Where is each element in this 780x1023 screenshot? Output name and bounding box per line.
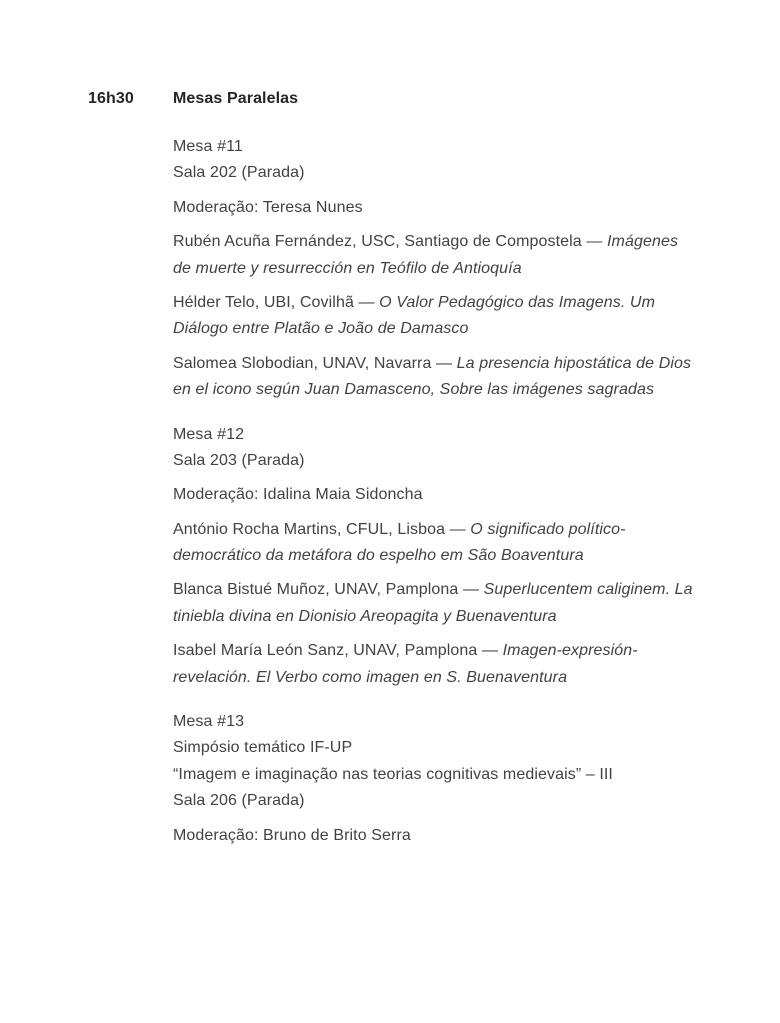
paper-entry <box>173 577 695 630</box>
paper-entry <box>173 517 695 570</box>
paper-title: O significado político-democrático da metáfora do espelho em São Boaventura <box>173 520 626 565</box>
moderation-line: Moderação: Bruno de Brito Serra <box>173 826 411 844</box>
paper-title: Imagen-expresión-revelación. El Verbo como imagen en S. Buenaventura <box>173 642 638 686</box>
time-label: 16h30 <box>88 90 134 107</box>
paper-entry <box>173 229 695 282</box>
paper-title: Imágenes de muerte y resurrección en Teófilo de Antioquía <box>173 233 679 277</box>
paper-entry <box>173 351 695 404</box>
sessions-column <box>173 134 695 849</box>
paper-author: Hélder Telo, UBI, Covilhã <box>173 293 354 311</box>
session-head <box>173 709 695 815</box>
paper-author: Salomea Slobodian, UNAV, Navarra <box>173 354 432 372</box>
dash-separator: — <box>358 293 375 311</box>
time-slot-header <box>88 90 710 108</box>
paper-entry <box>173 290 695 343</box>
slot-title: Mesas Paralelas <box>173 90 299 107</box>
session-room: Sala 203 (Parada) <box>173 451 305 469</box>
session-name: Mesa #13 <box>173 713 245 731</box>
moderation-line: Moderação: Idalina Maia Sidoncha <box>173 486 423 504</box>
dash-separator: — <box>449 520 466 538</box>
session-mesa-11 <box>173 134 695 404</box>
paper-title: O Valor Pedagógico das Imagens. Um Diálogo entre Platão e João de Damasco <box>173 293 655 338</box>
session-symposium-title: “Imagem e imaginação nas teorias cognitivas medievais” – III <box>173 765 613 783</box>
dash-separator: — <box>586 233 603 251</box>
session-room: Sala 202 (Parada) <box>173 164 305 182</box>
dash-separator: — <box>481 642 499 660</box>
dash-separator: — <box>436 354 453 372</box>
paper-author: António Rocha Martins, CFUL, Lisboa <box>173 520 446 538</box>
paper-author: Rubén Acuña Fernández, USC, Santiago de Compostela <box>173 233 582 251</box>
paper-entry <box>173 638 695 691</box>
paper-title: La presencia hipostática de Dios en el icono según Juan Damasceno, Sobre las imágenes sagradas <box>173 354 692 399</box>
session-name: Mesa #12 <box>173 425 245 443</box>
paper-title: Superlucentem caliginem. La tiniebla divina en Dionisio Areopagita y Buenaventura <box>173 581 693 625</box>
moderation-line: Moderação: Teresa Nunes <box>173 198 363 216</box>
session-mesa-13 <box>173 709 695 849</box>
paper-author: Blanca Bistué Muñoz, UNAV, Pamplona <box>173 581 459 599</box>
session-head <box>173 134 695 187</box>
session-name: Mesa #11 <box>173 138 243 155</box>
session-mesa-12 <box>173 422 695 692</box>
paper-author: Isabel María León Sanz, UNAV, Pamplona <box>173 642 478 660</box>
session-head <box>173 422 695 475</box>
session-symposium: Simpósio temático IF-UP <box>173 739 353 757</box>
dash-separator: — <box>462 581 480 599</box>
session-room: Sala 206 (Parada) <box>173 792 305 810</box>
